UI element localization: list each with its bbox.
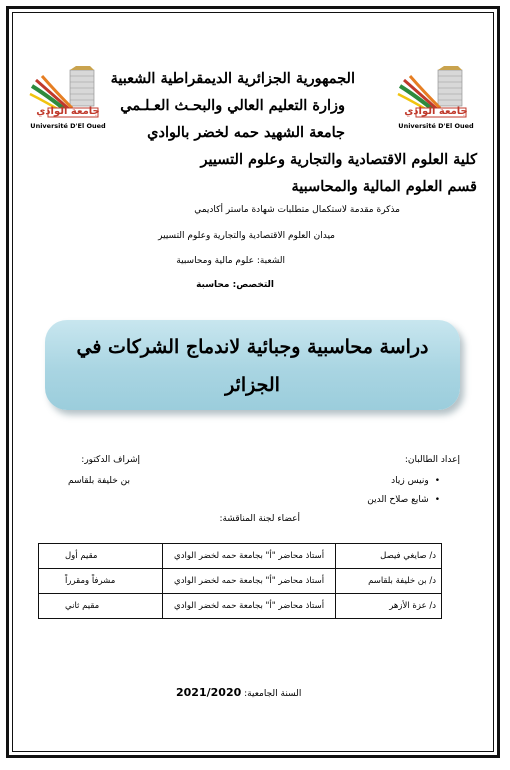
jury-name-cell: د/ بن خليفة بلقاسم xyxy=(336,569,442,594)
university-logo-left xyxy=(28,66,108,136)
jury-name-cell: د/ صايغي فيصل xyxy=(336,544,442,569)
jury-role-cell: مقيم ثاني xyxy=(39,594,163,619)
academic-year xyxy=(176,686,301,699)
supervisor-name: بن خليفة بلقاسم xyxy=(67,476,130,486)
students-label: إعداد الطالبان: xyxy=(404,455,460,465)
faculty-name: كلية العلوم الاقتصادية والتجارية وعلوم التسيير xyxy=(200,151,477,168)
jury-name-cell: د/ عزة الأزهر xyxy=(336,594,442,619)
memo-statement: مذكرة مقدمة لاستكمال متطلبات شهادة ماستر أكاديمي xyxy=(194,205,400,215)
logo-latin-text: Université D'El Oued xyxy=(398,122,474,130)
department-name: قسم العلوم المالية والمحاسبية xyxy=(291,178,477,195)
academic-year-value: 2021/2020 xyxy=(176,686,242,699)
thesis-title-line2: الجزائر xyxy=(225,374,280,396)
republic-name: الجمهورية الجزائرية الديمقراطية الشعبية xyxy=(110,70,355,87)
jury-role-cell: مقيم أول xyxy=(39,544,163,569)
table-row xyxy=(39,544,442,569)
supervisor-label: إشراف الدكتور: xyxy=(81,455,140,465)
thesis-title-line1: دراسة محاسبية وجبائية لاندماج الشركات في xyxy=(76,336,429,358)
table-row xyxy=(39,594,442,619)
student-name: • ونيس زياد xyxy=(391,476,440,486)
logo-latin-text: Université D'El Oued xyxy=(30,122,106,130)
jury-rank-cell: أستاذ محاضر "أ" بجامعة حمه لخضر الوادي xyxy=(162,544,336,569)
jury-label: أعضاء لجنة المناقشة: xyxy=(219,514,300,524)
field-line: ميدان العلوم الاقتصادية والتجارية وعلوم التسيير xyxy=(158,231,335,241)
jury-table xyxy=(38,543,442,619)
jury-rank-cell: أستاذ محاضر "أ" بجامعة حمه لخضر الوادي xyxy=(162,594,336,619)
student-name: • شايع صلاح الدين xyxy=(367,495,440,505)
table-row xyxy=(39,569,442,594)
jury-rank-cell: أستاذ محاضر "أ" بجامعة حمه لخضر الوادي xyxy=(162,569,336,594)
academic-year-label: السنة الجامعية: xyxy=(244,689,302,699)
university-name: جامعة الشهيد حمه لخضر بالوادي xyxy=(147,124,345,141)
jury-role-cell: مشرفاً ومقرراً xyxy=(39,569,163,594)
specialty-line: التخصص: محاسبة xyxy=(196,280,274,290)
branch-line: الشعبة: علوم مالية ومحاسبية xyxy=(176,256,285,266)
ministry-name: وزارة التعليم العالي والبحـث العـلـمي xyxy=(120,97,345,114)
logo-arabic-text: جامعة الوادي xyxy=(36,106,100,117)
thesis-title-box xyxy=(45,320,460,410)
logo-arabic-text: جامعة الوادي xyxy=(404,106,468,117)
university-logo-right xyxy=(396,66,476,136)
